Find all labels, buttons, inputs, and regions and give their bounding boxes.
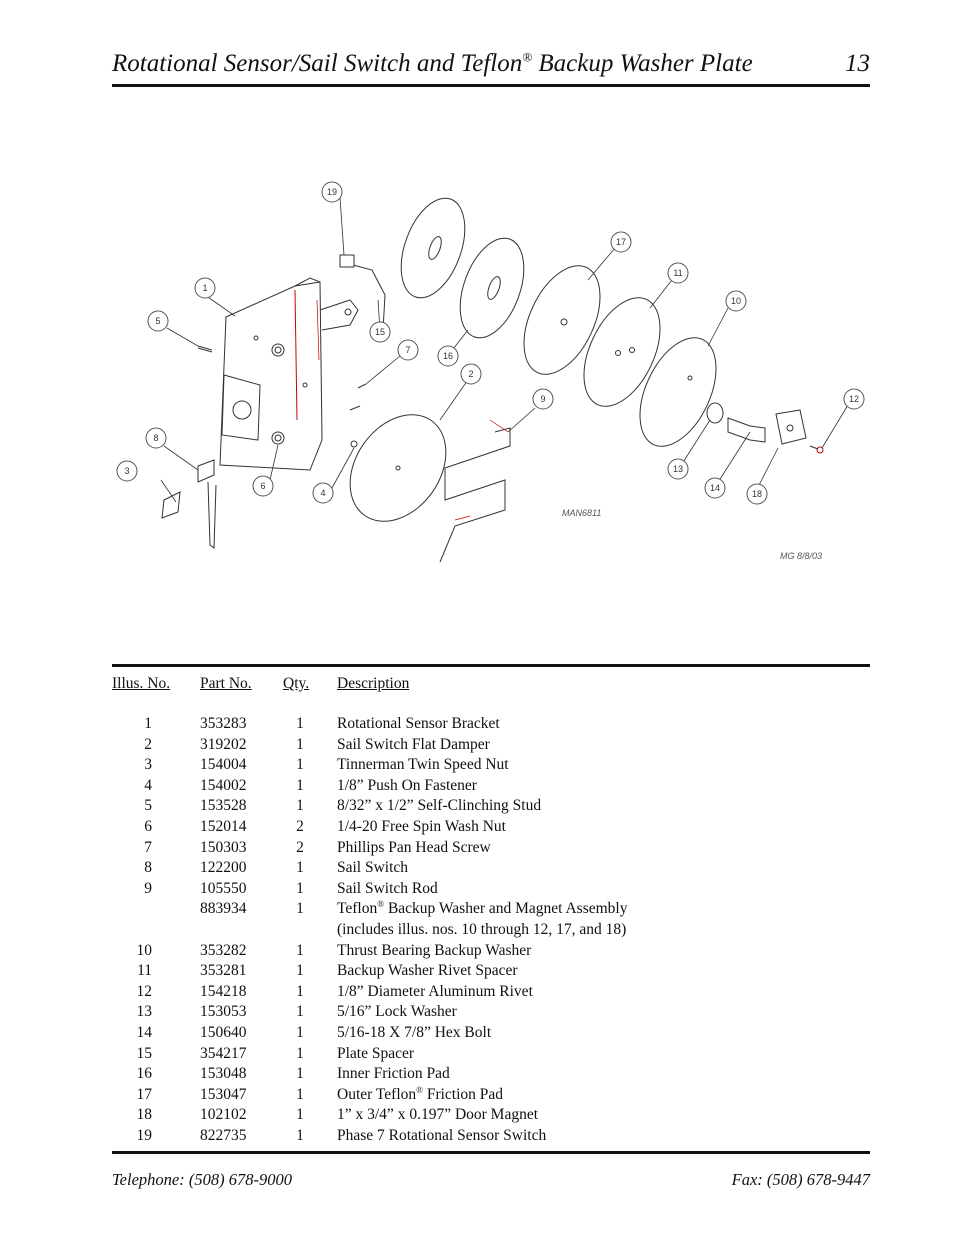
illus-no: 10 — [136, 941, 152, 959]
description: 8/32” x 1/2” Self-Clinching Stud — [337, 797, 542, 815]
svg-text:18: 18 — [751, 489, 763, 499]
illus-no: 6 — [144, 817, 152, 835]
part-no: 105550 — [200, 879, 247, 897]
svg-text:2: 2 — [468, 369, 474, 379]
qty: 2 — [296, 817, 304, 835]
part-no: 153528 — [200, 797, 247, 815]
illus-no: 1 — [144, 715, 152, 732]
illus-no: 11 — [137, 962, 152, 980]
drawing-id: MAN6811 — [562, 508, 602, 518]
rotational-sensor-bracket — [220, 282, 322, 470]
svg-text:14: 14 — [709, 483, 721, 493]
qty: 1 — [296, 1126, 304, 1144]
svg-text:16: 16 — [442, 351, 454, 361]
qty: 1 — [296, 900, 304, 918]
description: 5/16-18 X 7/8” Hex Bolt — [337, 1023, 492, 1041]
table-row — [112, 777, 870, 798]
description: 5/16” Lock Washer — [337, 1003, 457, 1021]
col-header-part: Part No. — [200, 675, 252, 692]
illus-no: 14 — [136, 1023, 152, 1041]
qty: 1 — [296, 982, 304, 1000]
table-row — [112, 1106, 870, 1127]
illus-no: 15 — [136, 1044, 152, 1062]
illus-no: 16 — [136, 1065, 152, 1083]
page-header — [112, 48, 870, 84]
illus-no: 18 — [136, 1106, 152, 1124]
callout-16 — [438, 346, 458, 366]
callout-14 — [705, 478, 725, 498]
table-bottom-rule — [112, 1151, 870, 1154]
qty: 1 — [296, 1003, 304, 1021]
page-title: Rotational Sensor/Sail Switch and Teflon® Backup Washer Plate — [112, 49, 753, 77]
illus-no: 4 — [144, 776, 152, 794]
description: Rotational Sensor Bracket — [337, 715, 500, 732]
svg-text:9: 9 — [540, 394, 546, 404]
svg-text:8: 8 — [153, 433, 159, 443]
illus-no: 5 — [144, 797, 152, 815]
footer-fax: Fax: (508) 678-9447 — [731, 1170, 870, 1189]
part-no: 353282 — [200, 941, 247, 959]
description: Inner Friction Pad — [337, 1065, 450, 1083]
illus-no: 12 — [136, 982, 152, 1000]
sail-switch-rod — [440, 428, 510, 562]
col-header-illus: Illus. No. — [112, 675, 171, 692]
part-no: 150303 — [200, 838, 247, 856]
svg-text:4: 4 — [320, 488, 326, 498]
table-row — [112, 1065, 870, 1086]
qty: 1 — [296, 962, 304, 980]
qty: 1 — [296, 1085, 304, 1103]
callout-11 — [668, 263, 688, 283]
callout-15 — [370, 322, 390, 342]
qty: 1 — [296, 756, 304, 774]
description: Sail Switch Rod — [337, 879, 438, 897]
callout-5 — [148, 311, 168, 331]
part-no: 154218 — [200, 982, 247, 1000]
part-no: 354217 — [200, 1044, 247, 1062]
callout-17 — [611, 232, 631, 252]
table-row — [112, 962, 870, 983]
header-rule — [112, 84, 870, 87]
qty: 1 — [296, 776, 304, 794]
qty: 1 — [296, 1044, 304, 1062]
svg-text:3: 3 — [124, 466, 130, 476]
qty: 1 — [296, 879, 304, 897]
part-no: 150640 — [200, 1023, 247, 1041]
illus-no: 13 — [136, 1003, 152, 1021]
table-row — [112, 859, 870, 880]
part-no: 153053 — [200, 1003, 247, 1021]
description: Plate Spacer — [337, 1044, 415, 1062]
callout-19 — [322, 182, 342, 202]
part-no: 122200 — [200, 859, 247, 877]
part-no: 153048 — [200, 1065, 247, 1083]
callout-3 — [117, 461, 137, 481]
description: Phillips Pan Head Screw — [337, 838, 491, 856]
svg-text:5: 5 — [155, 316, 161, 326]
illus-no: 17 — [136, 1085, 152, 1103]
svg-text:11: 11 — [673, 268, 683, 278]
description: 1/8” Diameter Aluminum Rivet — [337, 982, 533, 1000]
illus-no: 2 — [144, 735, 152, 753]
qty: 2 — [296, 838, 304, 856]
table-row — [112, 1045, 870, 1066]
illus-no: 3 — [144, 756, 152, 774]
description: Tinnerman Twin Speed Nut — [337, 756, 509, 774]
col-header-qty: Qty. — [283, 675, 310, 692]
table-row — [112, 839, 870, 860]
description: 1/8” Push On Fastener — [337, 776, 477, 794]
table-row — [112, 880, 870, 901]
part-no: 153047 — [200, 1085, 247, 1103]
qty: 1 — [296, 1023, 304, 1041]
part-no: 154004 — [200, 756, 247, 774]
footer-telephone: Telephone: (508) 678-9000 — [112, 1170, 292, 1189]
callout-1 — [195, 278, 215, 298]
parts-table — [112, 715, 870, 1147]
table-row — [112, 983, 870, 1004]
callout-4 — [313, 483, 333, 503]
table-row — [112, 900, 870, 921]
part-no: 154002 — [200, 776, 247, 794]
callout-6 — [253, 476, 273, 496]
callout-2 — [461, 364, 481, 384]
part-no: 822735 — [200, 1126, 247, 1144]
svg-text:13: 13 — [672, 464, 684, 474]
qty: 1 — [296, 735, 304, 753]
col-header-desc: Description — [337, 675, 410, 692]
qty: 1 — [296, 859, 304, 877]
table-row — [112, 921, 870, 942]
table-row — [112, 756, 870, 777]
callout-13 — [668, 459, 688, 479]
qty: 1 — [296, 797, 304, 815]
part-no: 102102 — [200, 1106, 247, 1124]
illus-no: 9 — [144, 879, 152, 897]
table-row — [112, 736, 870, 757]
table-row — [112, 797, 870, 818]
svg-text:10: 10 — [730, 296, 742, 306]
svg-text:17: 17 — [615, 237, 627, 247]
callout-18 — [747, 484, 767, 504]
description: (includes illus. nos. 10 through 12, 17, and 18) — [337, 920, 627, 938]
description: Outer Teflon® Friction Pad — [337, 1084, 504, 1103]
table-row — [112, 1024, 870, 1045]
qty: 1 — [296, 941, 304, 959]
description: Teflon® Backup Washer and Magnet Assembly — [337, 899, 628, 918]
illus-no: 8 — [144, 859, 152, 877]
exploded-parts-diagram — [110, 170, 870, 580]
qty: 1 — [296, 1065, 304, 1083]
callout-8 — [146, 428, 166, 448]
description: Sail Switch Flat Damper — [337, 735, 490, 753]
description: Sail Switch — [337, 859, 409, 877]
svg-text:19: 19 — [326, 187, 338, 197]
part-no: 319202 — [200, 735, 247, 753]
table-row — [112, 1086, 870, 1107]
description: Thrust Bearing Backup Washer — [337, 941, 532, 959]
table-row — [112, 942, 870, 963]
drawn-by: MG 8/8/03 — [780, 551, 823, 561]
table-row — [112, 1127, 870, 1148]
table-row — [112, 1003, 870, 1024]
table-top-rule — [112, 664, 870, 667]
illus-no: 7 — [144, 838, 152, 856]
part-no: 152014 — [200, 817, 247, 835]
qty: 1 — [296, 715, 304, 732]
callout-10 — [726, 291, 746, 311]
part-no: 883934 — [200, 900, 247, 918]
table-row — [112, 818, 870, 839]
callout-9 — [533, 389, 553, 409]
table-row — [112, 715, 870, 736]
description: Phase 7 Rotational Sensor Switch — [337, 1126, 547, 1144]
svg-text:1: 1 — [202, 283, 208, 293]
qty: 1 — [296, 1106, 304, 1124]
description: 1” x 3/4” x 0.197” Door Magnet — [337, 1106, 539, 1124]
svg-text:7: 7 — [405, 345, 411, 355]
description: 1/4-20 Free Spin Wash Nut — [337, 817, 506, 835]
part-no: 353283 — [200, 715, 247, 732]
part-no: 353281 — [200, 962, 247, 980]
page-number: 13 — [845, 50, 870, 77]
callout-12 — [844, 389, 864, 409]
svg-text:6: 6 — [260, 481, 266, 491]
callout-7 — [398, 340, 418, 360]
description: Backup Washer Rivet Spacer — [337, 962, 518, 980]
illus-no: 19 — [136, 1126, 152, 1144]
svg-text:12: 12 — [848, 394, 860, 404]
svg-text:15: 15 — [374, 327, 386, 337]
